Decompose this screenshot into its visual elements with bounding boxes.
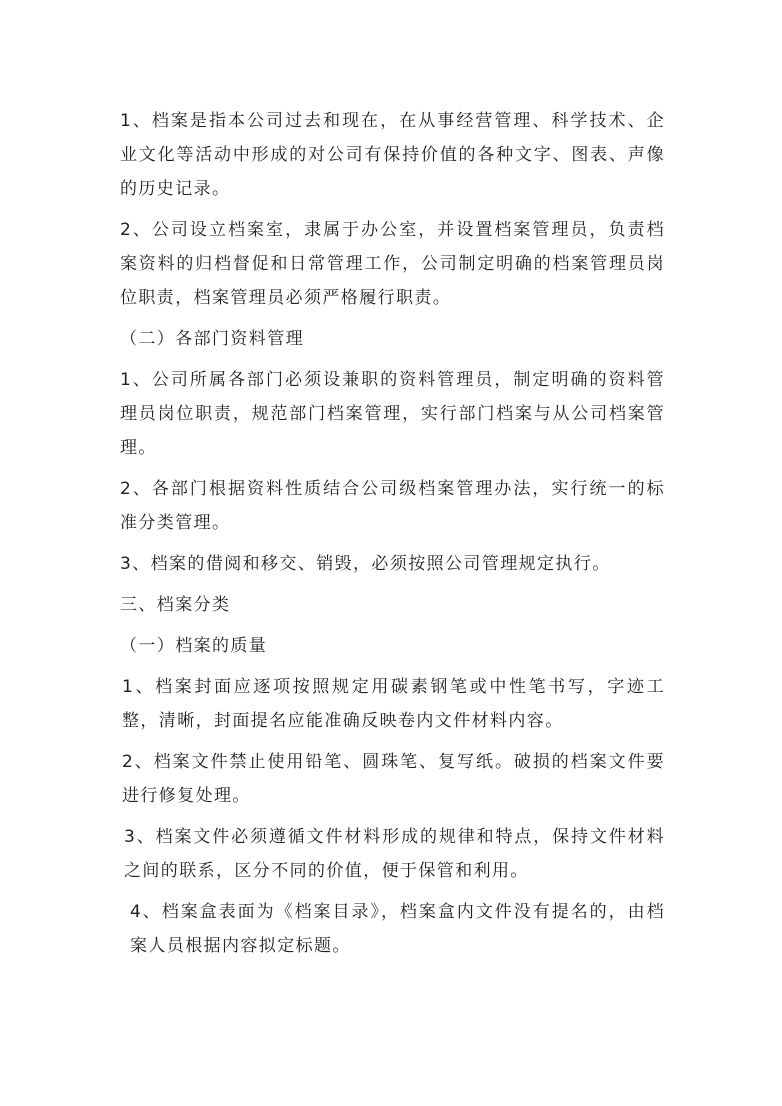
paragraph-department-staff: 1、公司所属各部门必须设兼职的资料管理员，制定明确的资料管理员岗位职责，规范部门档案管理，实行部门档案与从公司档案管理。: [120, 370, 665, 458]
section-heading-department-materials: （二）各部门资料管理: [120, 329, 304, 349]
paragraph-document-rules: 3、档案文件必须遵循文件材料形成的规律和特点，保持文件材料之间的联系，区分不同的价值，便于保管和利用。: [124, 827, 665, 881]
subsection-heading-archive-quality: （一）档案的质量: [120, 636, 268, 656]
paragraph-archive-room: 2、公司设立档案室，隶属于办公室，并设置档案管理员，负责档案资料的归档督促和日常管理工作，公司制定明确的档案管理员岗位职责，档案管理员必须严格履行职责。: [120, 220, 665, 308]
paragraph-cover-writing: 1、档案封面应逐项按照规定用碳素钢笔或中性笔书写，字迹工整，清晰，封面提名应能准确反映卷内文件材料内容。: [122, 677, 665, 731]
document-body: [120, 104, 665, 970]
paragraph-box-catalog: 4、档案盒表面为《档案目录》，档案盒内文件没有提名的，由档案人员根据内容拟定标题。: [130, 902, 665, 956]
section-heading-archive-classification: 三、档案分类: [120, 595, 231, 615]
paragraph-borrow-transfer: 3、档案的借阅和移交、销毁，必须按照公司管理规定执行。: [120, 554, 611, 574]
paragraph-department-classification: 2、各部门根据资料性质结合公司级档案管理办法，实行统一的标准分类管理。: [120, 479, 665, 533]
paragraph-forbidden-pens: 2、档案文件禁止使用铅笔、圆珠笔、复写纸。破损的档案文件要进行修复处理。: [122, 752, 665, 806]
paragraph-archive-definition: 1、档案是指本公司过去和现在，在从事经营管理、科学技术、企业文化等活动中形成的对公司有保持价值的各种文字、图表、声像的历史记录。: [120, 111, 665, 199]
